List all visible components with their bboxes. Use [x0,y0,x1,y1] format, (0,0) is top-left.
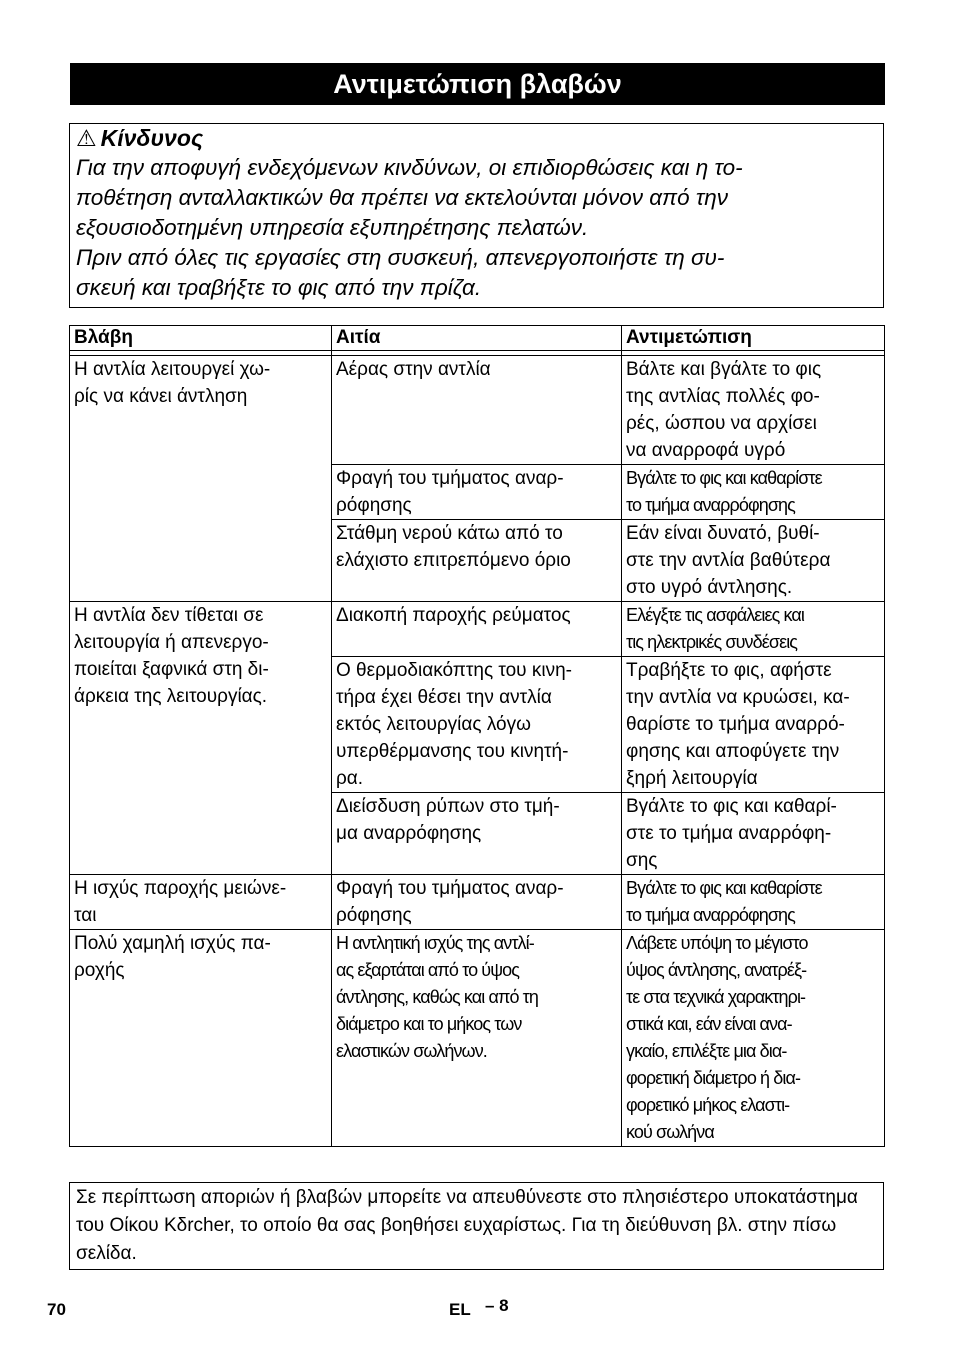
danger-notice [69,123,884,308]
cause-cell: Διείσδυση ρύπων στο τμή- μα αναρρόφησης [332,793,622,875]
table-row [70,602,885,657]
danger-text: Για την αποφυγή ενδεχόμενων κινδύνων, οι επιδιορθώσεις και η το- ποθέτηση ανταλλακτικών θα πρέπει να εκτελούνται μόνον από την εξουσιοδοτημένη υπηρεσία εξυπηρέτησης πελατών. Πριν από όλες τις εργασίες στη συσκευή, απενεργοποιήστε τη συ- σκευή και τραβήξτε το φις από την πρίζα. [76,155,743,300]
page-number: 70 [47,1300,66,1319]
cause-cell: Φραγή του τμήματος αναρ- ρόφησης [332,465,622,520]
remedy-cell: Τραβήξτε το φις, αφήστε την αντλία να κρυώσει, κα- θαρίστε το τμήμα αναρρό- φησης και αποφύγετε την ξηρή λειτουργία [622,657,885,793]
section-page-mark: – 8 [485,1296,509,1315]
cause-cell: Η αντλητική ισχύς της αντλί- ας εξαρτάται από το ύψος άντλησης, καθώς και από τη διάμετρο και το μήκος των ελαστικών σωλήνων. [332,930,622,1147]
warning-triangle-icon: ⚠ [76,125,97,151]
fault-cell: Η αντλία δεν τίθεται σε λειτουργία ή απενεργο- ποιείται ξαφνικά στη δι- άρκεια της λειτουργίας. [70,602,332,875]
fault-cell: Πολύ χαμηλή ισχύς πα- ροχής [70,930,332,1147]
table-row [70,356,885,465]
cause-cell: Αέρας στην αντλία [332,356,622,465]
table-row [70,875,885,930]
remedy-cell: Βγάλτε το φις και καθαρίστε το τμήμα αναρρόφησης [622,465,885,520]
remedy-cell: Εάν είναι δυνατό, βυθί- στε την αντλία βαθύτερα στο υγρό άντλησης. [622,520,885,602]
header-fault: Βλάβη [70,326,332,351]
cause-cell: Ο θερμοδιακόπτης του κινη- τήρα έχει θέσει την αντλία εκτός λειτουργίας λόγω υπερθέρμανσης του κινητή- ρα. [332,657,622,793]
remedy-cell: Βάλτε και βγάλτε το φις της αντλίας πολλές φο- ρές, ώσπου να αρχίσει να αναρροφά υγρό [622,356,885,465]
cause-cell: Διακοπή παροχής ρεύματος [332,602,622,657]
remedy-cell: Ελέγξτε τις ασφάλειες και τις ηλεκτρικές συνδέσεις [622,602,885,657]
cause-cell: Φραγή του τμήματος αναρ- ρόφησης [332,875,622,930]
cause-cell: Στάθμη νερού κάτω από το ελάχιστο επιτρεπόμενο όριο [332,520,622,602]
remedy-cell: Λάβετε υπόψη το μέγιστο ύψος άντλησης, ανατρέξ- τε στα τεχνικά χαρακτηρι- στικά και, εάν είναι ανα- γκαίο, επιλέξτε μια δια- φορετική διάμετρο ή δια- φορετικό μήκος ελαστι- κού σωλήνα [622,930,885,1147]
danger-heading: Κίνδυνος [100,125,204,151]
language-code: EL [449,1300,471,1319]
troubleshooting-table [69,325,885,1147]
service-note: Σε περίπτωση αποριών ή βλαβών μπορείτε να απευθύνεστε στο πλησιέστερο υποκατάστημα του Οίκου Kδrcher, το οποίο θα σας βοηθήσει ευχαρίστως. Για τη διεύθυνση βλ. στην πίσω σελίδα. [69,1182,884,1270]
fault-cell: Η αντλία λειτουργεί χω- ρίς να κάνει άντληση [70,356,332,602]
header-cause: Αιτία [332,326,622,351]
remedy-cell: Βγάλτε το φις και καθαρί- στε το τμήμα αναρρόφη- σης [622,793,885,875]
header-remedy: Αντιμετώπιση [622,326,885,351]
danger-heading-row [76,124,877,152]
fault-cell: Η ισχύς παροχής μειώνε- ται [70,875,332,930]
table-row [70,930,885,1147]
remedy-cell: Βγάλτε το φις και καθαρίστε το τμήμα αναρρόφησης [622,875,885,930]
table-header-row [70,326,885,351]
section-title: Αντιμετώπιση βλαβών [70,63,885,105]
